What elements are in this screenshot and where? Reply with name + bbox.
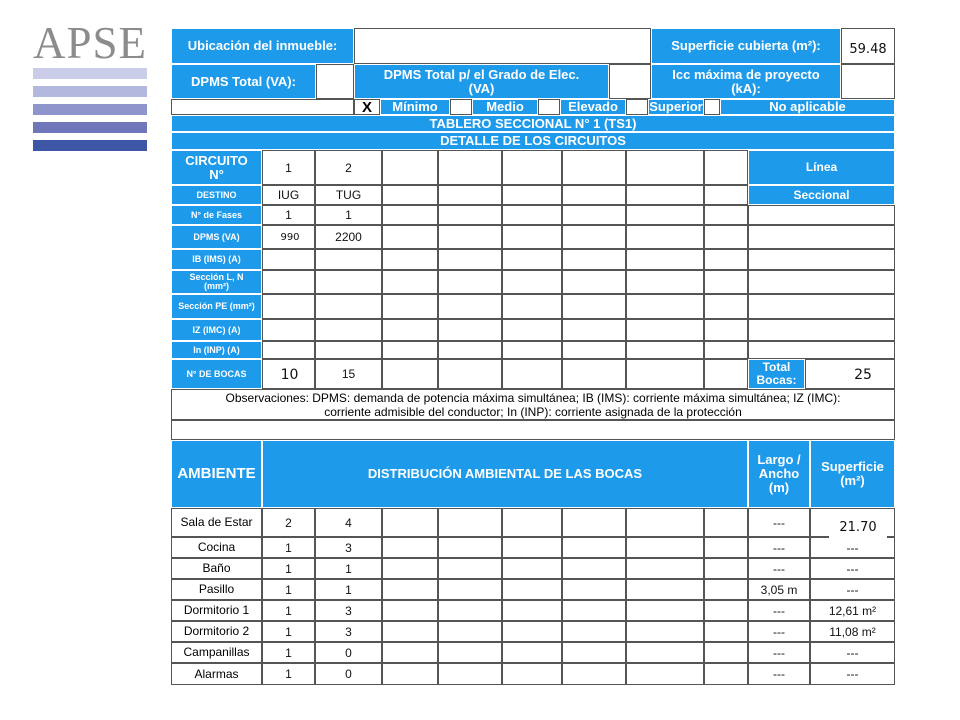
bocas-c2: 15 xyxy=(315,359,382,389)
superficie-label: Superficie cubierta (m²): xyxy=(651,28,841,64)
ambiente-name: Sala de Estar xyxy=(171,508,262,537)
ambiente-largo[interactable]: --- xyxy=(748,600,810,621)
ambiente-empty-cell[interactable] xyxy=(704,600,748,621)
grado-blank xyxy=(171,99,354,115)
ambiente-name: Cocina xyxy=(171,537,262,558)
destino-label: DESTINO xyxy=(171,185,262,205)
ambiente-c2[interactable]: 0 xyxy=(315,663,382,685)
ambiente-name: Dormitorio 1 xyxy=(171,600,262,621)
logo-stripe xyxy=(33,104,147,115)
ambiente-empty-cell[interactable] xyxy=(626,558,704,579)
grado-elevado-checkbox[interactable] xyxy=(538,99,560,115)
ambiente-name: Campanillas xyxy=(171,642,262,663)
circuit-row-label: DPMS (VA) xyxy=(171,225,262,249)
logo-text: APSE xyxy=(33,18,148,68)
logo-stripes xyxy=(33,68,147,151)
ambiente-c2[interactable]: 0 xyxy=(315,642,382,663)
ambiente-name: Dormitorio 2 xyxy=(171,621,262,642)
circuit-empty-cell[interactable] xyxy=(626,205,704,225)
ambiente-c2[interactable]: 4 xyxy=(315,508,382,537)
destino-empty-cell[interactable] xyxy=(562,185,626,205)
ambiente-name: Baño xyxy=(171,558,262,579)
ambiente-c2[interactable]: 3 xyxy=(315,537,382,558)
circuit-empty-cell[interactable] xyxy=(438,341,502,359)
bocas-empty-cell[interactable] xyxy=(626,359,704,389)
ambiente-name: Pasillo xyxy=(171,579,262,600)
largo-ancho-header: Largo / Ancho (m) xyxy=(748,440,810,508)
circuito-empty-cell[interactable] xyxy=(438,150,502,185)
linea-cell[interactable] xyxy=(748,225,895,249)
ambiente-empty-cell[interactable] xyxy=(438,642,502,663)
ambiente-empty-cell[interactable] xyxy=(382,600,438,621)
seccional-label: Seccional xyxy=(748,185,895,205)
dpms-total-field[interactable] xyxy=(316,64,354,99)
apse-logo xyxy=(33,20,147,151)
ambiente-c1[interactable]: 1 xyxy=(262,621,315,642)
ambiente-name: Alarmas xyxy=(171,663,262,685)
circuit-row-c2[interactable]: 2200 xyxy=(315,225,382,249)
circuit-empty-cell[interactable] xyxy=(502,341,562,359)
circuito-empty-cell[interactable] xyxy=(626,150,704,185)
circuit-empty-cell[interactable] xyxy=(382,341,438,359)
ambiente-empty-cell[interactable] xyxy=(382,508,438,537)
ambiente-empty-cell[interactable] xyxy=(382,642,438,663)
ambiente-superficie[interactable]: --- xyxy=(810,642,895,663)
circuit-row-label: IZ (IMC) (A) xyxy=(171,319,262,341)
ambiente-empty-cell[interactable] xyxy=(502,600,562,621)
circuit-empty-cell[interactable] xyxy=(704,270,748,294)
bocas-empty-cell[interactable] xyxy=(382,359,438,389)
blank-row xyxy=(171,420,895,440)
circuit-empty-cell[interactable] xyxy=(502,249,562,270)
circuit-empty-cell[interactable] xyxy=(704,249,748,270)
ambiente-empty-cell[interactable] xyxy=(502,663,562,685)
ambiente-header: AMBIENTE xyxy=(171,440,262,508)
total-bocas-value: 25 xyxy=(838,364,888,386)
ambiente-empty-cell[interactable] xyxy=(562,663,626,685)
circuit-row-label: In (INP) (A) xyxy=(171,341,262,359)
ambiente-empty-cell[interactable] xyxy=(502,537,562,558)
circuit-row-c1[interactable] xyxy=(262,249,315,270)
bocas-empty-cell[interactable] xyxy=(562,359,626,389)
ubicacion-label: Ubicación del inmueble: xyxy=(171,28,354,64)
ambiente-empty-cell[interactable] xyxy=(626,537,704,558)
bocas-c1-value: 10 xyxy=(267,364,312,386)
circuit-empty-cell[interactable] xyxy=(438,249,502,270)
linea-cell[interactable] xyxy=(748,249,895,270)
grado-minimo-label: Mínimo xyxy=(380,99,450,115)
logo-stripe xyxy=(33,68,147,79)
icc-label: Icc máxima de proyecto (kA): xyxy=(651,64,841,99)
ambiente-empty-cell[interactable] xyxy=(626,600,704,621)
grado-elevado-label: Elevado xyxy=(560,99,626,115)
ambiente-largo[interactable]: --- xyxy=(748,642,810,663)
ambiente-empty-cell[interactable] xyxy=(626,642,704,663)
ambiente-c1[interactable]: 1 xyxy=(262,642,315,663)
circuit-empty-cell[interactable] xyxy=(562,249,626,270)
destino-c1: IUG xyxy=(262,185,315,205)
circuit-empty-cell[interactable] xyxy=(502,205,562,225)
ambiente-c2[interactable]: 1 xyxy=(315,579,382,600)
ambiente-empty-cell[interactable] xyxy=(502,579,562,600)
ambiente-empty-cell[interactable] xyxy=(626,579,704,600)
circuit-row-c2[interactable]: 1 xyxy=(315,205,382,225)
ambiente-empty-cell[interactable] xyxy=(562,642,626,663)
distribucion-header: DISTRIBUCIÓN AMBIENTAL DE LAS BOCAS xyxy=(262,440,748,508)
circuit-row-label: Sección PE (mm²) xyxy=(171,294,262,319)
ambiente-empty-cell[interactable] xyxy=(382,558,438,579)
circuit-row-label: Sección L, N (mm²) xyxy=(171,270,262,294)
circuit-empty-cell[interactable] xyxy=(382,249,438,270)
superficie-value: 59.48 xyxy=(843,36,893,62)
circuit-empty-cell[interactable] xyxy=(382,205,438,225)
logo-stripe xyxy=(33,86,147,97)
linea-cell[interactable] xyxy=(748,294,895,319)
ambiente-c1[interactable]: 1 xyxy=(262,600,315,621)
ambiente-empty-cell[interactable] xyxy=(438,579,502,600)
destino-c2: TUG xyxy=(315,185,382,205)
circuit-empty-cell[interactable] xyxy=(626,341,704,359)
grado-medio-label: Medio xyxy=(472,99,538,115)
bocas-label: N° DE BOCAS xyxy=(171,359,262,389)
ambiente-c1[interactable]: 1 xyxy=(262,537,315,558)
bocas-empty-cell[interactable] xyxy=(502,359,562,389)
circuit-empty-cell[interactable] xyxy=(382,225,438,249)
circuit-empty-cell[interactable] xyxy=(704,319,748,341)
circuit-empty-cell[interactable] xyxy=(626,319,704,341)
circuit-empty-cell[interactable] xyxy=(562,225,626,249)
ambiente-empty-cell[interactable] xyxy=(438,537,502,558)
ambiente-empty-cell[interactable] xyxy=(562,600,626,621)
ambiente-empty-cell[interactable] xyxy=(438,558,502,579)
circuit-row-c1[interactable] xyxy=(262,341,315,359)
destino-empty-cell[interactable] xyxy=(704,185,748,205)
circuit-empty-cell[interactable] xyxy=(438,225,502,249)
ambiente-empty-cell[interactable] xyxy=(704,621,748,642)
circuit-row-c1[interactable] xyxy=(262,294,315,319)
ambiente-empty-cell[interactable] xyxy=(502,508,562,537)
grado-superior-label: Superior xyxy=(649,99,703,114)
ambiente-empty-cell[interactable] xyxy=(704,508,748,537)
circuit-empty-cell[interactable] xyxy=(562,294,626,319)
sala-superficie-value: 21.70 xyxy=(829,515,887,539)
ambiente-empty-cell[interactable] xyxy=(562,558,626,579)
ambiente-largo[interactable]: --- xyxy=(748,663,810,685)
circuito-empty-cell[interactable] xyxy=(562,150,626,185)
ambiente-empty-cell[interactable] xyxy=(438,663,502,685)
bocas-empty-cell[interactable] xyxy=(704,359,748,389)
logo-stripe xyxy=(33,122,147,133)
circuito-number-2: 2 xyxy=(315,150,382,185)
ambiente-largo[interactable]: --- xyxy=(748,537,810,558)
circuit-empty-cell[interactable] xyxy=(704,205,748,225)
ambiente-largo[interactable]: --- xyxy=(748,508,810,537)
circuit-empty-cell[interactable] xyxy=(502,270,562,294)
ambiente-c2[interactable]: 1 xyxy=(315,558,382,579)
circuit-empty-cell[interactable] xyxy=(502,294,562,319)
circuit-row-c2[interactable] xyxy=(315,341,382,359)
circuit-row-label: IB (IMS) (A) xyxy=(171,249,262,270)
circuit-row-c2[interactable] xyxy=(315,319,382,341)
linea-label: Línea xyxy=(748,150,895,185)
tablero-title: TABLERO SECCIONAL N° 1 (TS1) xyxy=(171,115,895,132)
circuit-empty-cell[interactable] xyxy=(626,249,704,270)
circuit-empty-cell[interactable] xyxy=(562,205,626,225)
grado-medio-checkbox[interactable] xyxy=(450,99,472,115)
ambiente-c1[interactable]: 1 xyxy=(262,663,315,685)
ambiente-superficie[interactable]: --- xyxy=(810,537,895,558)
ambiente-superficie[interactable]: --- xyxy=(810,663,895,685)
observaciones xyxy=(171,389,895,420)
circuit-empty-cell[interactable] xyxy=(626,225,704,249)
dpms-c1-value: 990 xyxy=(267,228,313,246)
circuit-empty-cell[interactable] xyxy=(502,319,562,341)
ambiente-empty-cell[interactable] xyxy=(502,558,562,579)
circuit-empty-cell[interactable] xyxy=(438,270,502,294)
ambiente-empty-cell[interactable] xyxy=(562,579,626,600)
grado-no-aplicable-checkbox[interactable] xyxy=(704,99,720,115)
ambiente-empty-cell[interactable] xyxy=(502,621,562,642)
observaciones-line-2: corriente admisible del conductor; In (INP): corriente asignada de la protección xyxy=(324,404,742,419)
circuit-empty-cell[interactable] xyxy=(704,341,748,359)
ambiente-empty-cell[interactable] xyxy=(562,537,626,558)
observaciones-line-1: Observaciones: DPMS: demanda de potencia máxima simultánea; IB (IMS): corriente máxima simultánea; IZ (IMC): xyxy=(225,390,841,405)
superficie-header: Superficie (m²) xyxy=(810,440,895,508)
grado-superior-checkbox[interactable] xyxy=(626,99,648,115)
circuit-empty-cell[interactable] xyxy=(562,319,626,341)
ambiente-c2[interactable]: 3 xyxy=(315,600,382,621)
ambiente-superficie[interactable]: 12,61 m² xyxy=(810,600,895,621)
circuit-empty-cell[interactable] xyxy=(562,270,626,294)
circuit-empty-cell[interactable] xyxy=(438,205,502,225)
ambiente-c1[interactable]: 1 xyxy=(262,558,315,579)
dpms-grado-label: DPMS Total p/ el Grado de Elec. (VA) xyxy=(354,64,609,99)
ambiente-superficie[interactable]: 11,08 m² xyxy=(810,621,895,642)
dpms-grado-field[interactable] xyxy=(609,64,651,99)
ambiente-empty-cell[interactable] xyxy=(562,508,626,537)
circuit-row-c1[interactable] xyxy=(262,270,315,294)
linea-cell[interactable] xyxy=(748,205,895,225)
total-bocas-label: Total Bocas: xyxy=(748,359,805,389)
circuit-empty-cell[interactable] xyxy=(382,319,438,341)
circuit-empty-cell[interactable] xyxy=(704,225,748,249)
circuit-empty-cell[interactable] xyxy=(502,225,562,249)
ambiente-largo[interactable]: 3,05 m xyxy=(748,579,810,600)
circuito-label: CIRCUITO N° xyxy=(171,150,262,185)
circuit-row-c2[interactable] xyxy=(315,294,382,319)
destino-empty-cell[interactable] xyxy=(438,185,502,205)
ambiente-superficie[interactable]: --- xyxy=(810,558,895,579)
ambiente-empty-cell[interactable] xyxy=(382,579,438,600)
grado-no-aplicable-label: No aplicable xyxy=(720,99,895,115)
ambiente-empty-cell[interactable] xyxy=(626,621,704,642)
ambiente-empty-cell[interactable] xyxy=(704,558,748,579)
circuit-row-c2[interactable] xyxy=(315,249,382,270)
ambiente-empty-cell[interactable] xyxy=(562,621,626,642)
ambiente-c1[interactable]: 2 xyxy=(262,508,315,537)
circuit-row-c1[interactable]: 1 xyxy=(262,205,315,225)
circuit-empty-cell[interactable] xyxy=(562,341,626,359)
linea-cell[interactable] xyxy=(748,319,895,341)
ambiente-empty-cell[interactable] xyxy=(438,621,502,642)
circuit-empty-cell[interactable] xyxy=(382,294,438,319)
circuit-empty-cell[interactable] xyxy=(382,270,438,294)
bocas-empty-cell[interactable] xyxy=(438,359,502,389)
circuit-empty-cell[interactable] xyxy=(704,294,748,319)
ambiente-c1[interactable]: 1 xyxy=(262,579,315,600)
linea-cell[interactable] xyxy=(748,341,895,359)
circuito-empty-cell[interactable] xyxy=(382,150,438,185)
circuit-empty-cell[interactable] xyxy=(438,294,502,319)
ambiente-empty-cell[interactable] xyxy=(704,579,748,600)
circuito-empty-cell[interactable] xyxy=(704,150,748,185)
icc-field[interactable] xyxy=(841,64,895,99)
ambiente-empty-cell[interactable] xyxy=(704,537,748,558)
ubicacion-field[interactable] xyxy=(354,28,651,64)
circuit-row-label: N° de Fases xyxy=(171,205,262,225)
circuit-row-c1[interactable] xyxy=(262,319,315,341)
ambiente-empty-cell[interactable] xyxy=(704,663,748,685)
circuit-empty-cell[interactable] xyxy=(626,294,704,319)
ambiente-empty-cell[interactable] xyxy=(382,537,438,558)
destino-empty-cell[interactable] xyxy=(502,185,562,205)
ambiente-largo[interactable]: --- xyxy=(748,621,810,642)
ts1-form xyxy=(171,28,895,688)
ambiente-empty-cell[interactable] xyxy=(382,621,438,642)
circuito-empty-cell[interactable] xyxy=(502,150,562,185)
ambiente-empty-cell[interactable] xyxy=(438,508,502,537)
detalle-title: DETALLE DE LOS CIRCUITOS xyxy=(171,132,895,150)
ambiente-empty-cell[interactable] xyxy=(626,508,704,537)
ambiente-empty-cell[interactable] xyxy=(704,642,748,663)
circuit-empty-cell[interactable] xyxy=(438,319,502,341)
destino-empty-cell[interactable] xyxy=(382,185,438,205)
destino-empty-cell[interactable] xyxy=(626,185,704,205)
grado-minimo-checkbox[interactable]: X xyxy=(354,99,380,115)
circuito-number-1: 1 xyxy=(262,150,315,185)
ambiente-empty-cell[interactable] xyxy=(438,600,502,621)
ambiente-empty-cell[interactable] xyxy=(382,663,438,685)
ambiente-empty-cell[interactable] xyxy=(502,642,562,663)
ambiente-superficie[interactable]: --- xyxy=(810,579,895,600)
ambiente-largo[interactable]: --- xyxy=(748,558,810,579)
ambiente-empty-cell[interactable] xyxy=(626,663,704,685)
dpms-total-label: DPMS Total (VA): xyxy=(171,64,316,99)
ambiente-c2[interactable]: 3 xyxy=(315,621,382,642)
circuit-empty-cell[interactable] xyxy=(626,270,704,294)
linea-cell[interactable] xyxy=(748,270,895,294)
logo-stripe xyxy=(33,140,147,151)
circuit-row-c2[interactable] xyxy=(315,270,382,294)
